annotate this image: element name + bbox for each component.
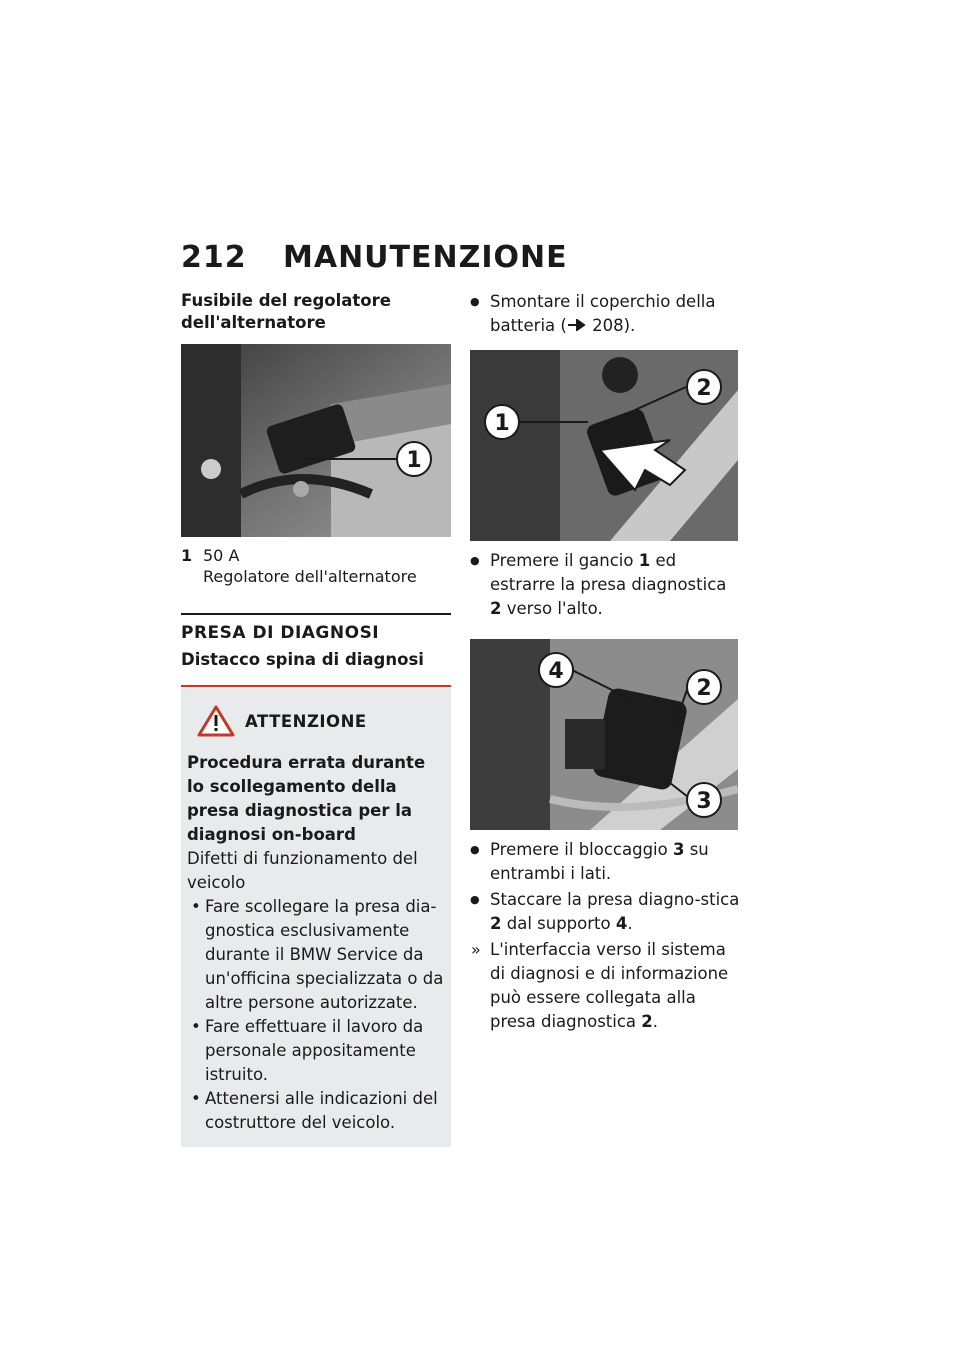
page-header [181, 240, 568, 280]
section-title: MANUTENZIONE [283, 240, 568, 275]
steps-list-1 [470, 290, 740, 338]
callout-2 [687, 370, 721, 404]
svg-text:4: 4 [548, 659, 564, 684]
warning-measure: • Fare effettuare il lavoro da personale appositamente istruito. [187, 1015, 445, 1087]
callout-3 [687, 783, 721, 817]
steps-list-2 [470, 549, 740, 621]
warning-cause: Procedura errata durante lo scollegamento della presa diagnostica per la diagnosi on-board [187, 753, 426, 844]
step-press-hook: ● Premere il gancio 1 ed estrarre la presa diagnostica 2 verso l'alto. [470, 549, 740, 621]
steps-list-3 [470, 838, 740, 1034]
svg-text:1: 1 [406, 448, 422, 473]
page-reference: 208). [592, 316, 636, 335]
warning-triangle-icon [197, 705, 235, 737]
svg-text:3: 3 [696, 789, 712, 814]
svg-text:1: 1 [494, 411, 510, 436]
photo-diagnostic-hook [470, 350, 738, 541]
photo-diagnostic-socket [470, 639, 738, 830]
step-remove-cover: ● Smontare il coperchio della batteria ( 208). [470, 290, 740, 338]
legend-description: Regolatore dell'alternatore [203, 567, 417, 586]
legend-value: 50 A [203, 546, 240, 565]
step-press-lock: ● Premere il bloccaggio 3 su entrambi i lati. [470, 838, 740, 886]
photo-diagnostic-socket-illustration [470, 639, 738, 830]
photo-diagnostic-hook-illustration [470, 350, 738, 541]
callout-1 [397, 442, 431, 476]
callout-2 [687, 670, 721, 704]
warning-box [181, 685, 451, 1147]
svg-text:2: 2 [696, 676, 712, 701]
warning-measures [187, 895, 445, 1135]
step-detach-socket: ● Staccare la presa diagno-stica 2 dal supporto 4. [470, 888, 740, 936]
diagnosis-heading: PRESA DI DIAGNOSI [181, 623, 380, 643]
warning-measure: • Fare scollegare la presa dia-gnostica esclusivamente durante il BMW Service da un'officina specializzata o da altre persone autorizzate. [187, 895, 445, 1015]
left-column [181, 290, 451, 1147]
step-result: » L'interfaccia verso il sistema di diagnosi e di informazione può essere collegata alla presa diagnostica 2. [470, 938, 740, 1034]
diagnosis-subtitle: Distacco spina di diagnosi [181, 650, 424, 669]
page-number: 212 [181, 240, 247, 275]
svg-text:2: 2 [696, 376, 712, 401]
warning-header [197, 705, 445, 737]
photo-fuse-illustration [181, 344, 451, 537]
callout-1 [485, 405, 519, 439]
section-divider [181, 613, 451, 615]
photo-fuse [181, 344, 451, 537]
warning-label: ATTENZIONE [245, 711, 367, 731]
legend-item [181, 545, 451, 587]
legend-number: 1 [181, 546, 193, 565]
fuse-title: Fusibile del regolatore dell'alternatore [181, 291, 391, 332]
warning-consequence: Difetti di funzionamento del veicolo [187, 849, 418, 892]
right-column [470, 290, 740, 1036]
warning-measure: • Attenersi alle indicazioni del costruttore del veicolo. [187, 1087, 445, 1135]
callout-4 [539, 653, 573, 687]
page-reference-arrow-icon [567, 319, 587, 331]
